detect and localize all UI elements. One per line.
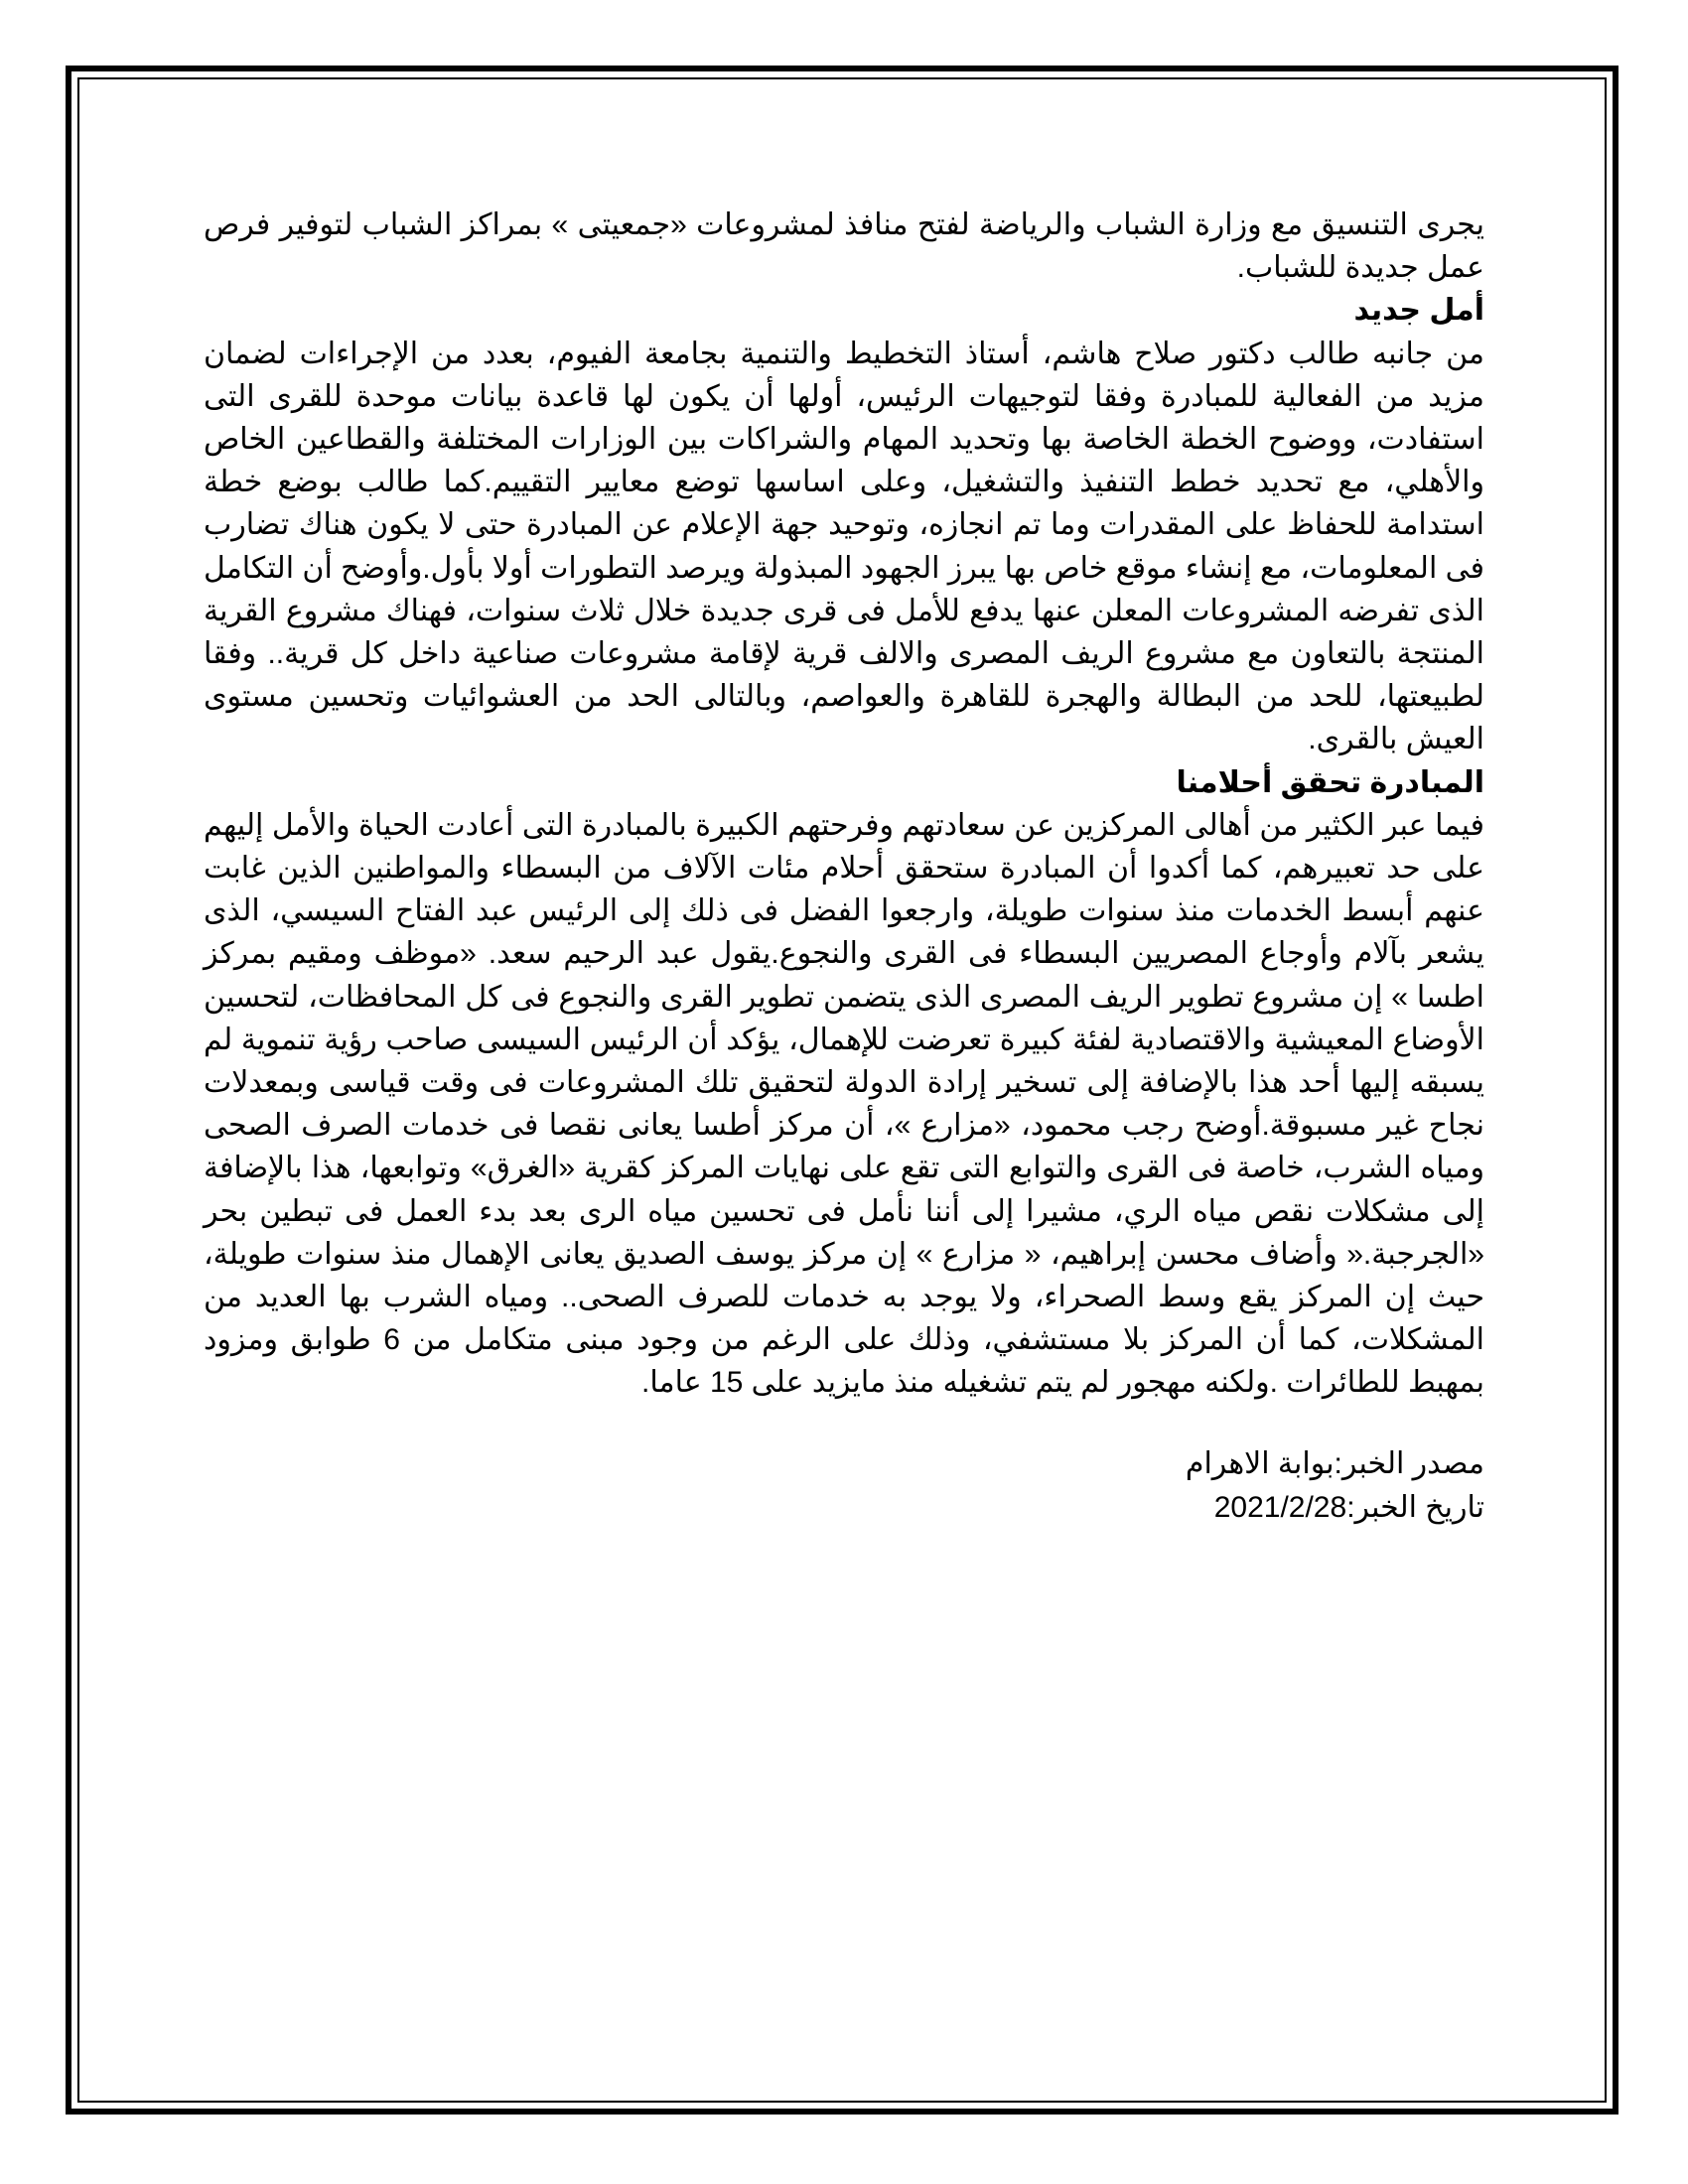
news-date: تاريخ الخبر:2021/2/28 — [1213, 1490, 1484, 1524]
news-source: مصدر الخبر:بوابة الاهرام — [1185, 1446, 1484, 1480]
article-body — [204, 204, 1484, 1530]
news-source-block — [204, 1442, 1484, 1530]
paragraph-residents-opinion: فيما عبر الكثير من أهالى المركزين عن سعادتهم وفرحتهم الكبيرة بالمبادرة التى أعادت الحياة والأمل إليهم على حد تعبيرهم، كما أكدوا أن المبادرة ستحقق أحلام مئات الآلاف من البسطاء والمواطنين الذين غابت عنهم أبسط الخدمات منذ سنوات طويلة، وارجعوا الفضل فى ذلك إلى الرئيس عبد الفتاح السيسي، الذى يشعر بآلام وأوجاع المصريين البسطاء فى القرى والنجوع.يقول عبد الرحيم سعد. «موظف ومقيم بمركز اطسا » إن مشروع تطوير الريف المصرى الذى يتضمن تطوير القرى والنجوع فى كل المحافظات، لتحسين الأوضاع المعيشية والاقتصادية لفئة كبيرة تعرضت للإهمال، يؤكد أن الرئيس السيسى صاحب رؤية تنموية لم يسبقه إليها أحد هذا بالإضافة إلى تسخير إرادة الدولة لتحقيق تلك المشروعات فى وقت قياسى وبمعدلات نجاح غير مسبوقة.أوضح رجب محمود، «مزارع »، أن مركز أطسا يعانى نقصا فى خدمات الصرف الصحى ومياه الشرب، خاصة فى القرى والتوابع التى تقع على نهايات المركز كقرية «الغرق» وتوابعها، هذا بالإضافة إلى مشكلات نقص مياه الري، مشيرا إلى أننا نأمل فى تحسين مياه الرى بعد بدء العمل فى تبطين بحر «الجرجبة.« وأضاف محسن إبراهيم، « مزارع » إن مركز يوسف الصديق يعانى الإهمال منذ سنوات طويلة، حيث إن المركز يقع وسط الصحراء، ولا يوجد به خدمات للصرف الصحى.. ومياه الشرب بها العديد من المشكلات، كما أن المركز بلا مستشفي، وذلك على الرغم من وجود مبنى متكامل من 6 طوابق ومزود بمهبط للطائرات .ولكنه مهجور لم يتم تشغيله منذ مايزيد على 15 عاما. — [204, 808, 1484, 1400]
section-heading-new-hope: أمل جديد — [1353, 294, 1484, 328]
section-heading-initiative-dreams: المبادرة تحقق أحلامنا — [1176, 765, 1484, 799]
intro-paragraph: يجرى التنسيق مع وزارة الشباب والرياضة لفتح منافذ لمشروعات «جمعيتى » بمراكز الشباب لتوفير فرص عمل جديدة للشباب. — [204, 208, 1484, 285]
paragraph-expert-opinion: من جانبه طالب دكتور صلاح هاشم، أستاذ التخطيط والتنمية بجامعة الفيوم، بعدد من الإجراءات لضمان مزيد من الفعالية للمبادرة وفقا لتوجيهات الرئيس، أولها أن يكون لها قاعدة بيانات موحدة للقرى التى استفادت، ووضوح الخطة الخاصة بها وتحديد المهام والشراكات بين الوزارات المختلفة والقطاعين الخاص والأهلي، مع تحديد خطط التنفيذ والتشغيل، وعلى اساسها توضع معايير التقييم.كما طالب بوضع خطة استدامة للحفاظ على المقدرات وما تم انجازه، وتوحيد جهة الإعلام عن المبادرة حتى لا يكون هناك تضارب فى المعلومات، مع إنشاء موقع خاص بها يبرز الجهود المبذولة ويرصد التطورات أولا بأول.وأوضح أن التكامل الذى تفرضه المشروعات المعلن عنها يدفع للأمل فى قرى جديدة خلال ثلاث سنوات، فهناك مشروع القرية المنتجة بالتعاون مع مشروع الريف المصرى والالف قرية لإقامة مشروعات صناعية داخل كل قرية.. وفقا لطبيعتها، للحد من البطالة والهجرة للقاهرة والعواصم، وبالتالى الحد من العشوائيات وتحسين مستوى العيش بالقرى. — [204, 337, 1484, 756]
